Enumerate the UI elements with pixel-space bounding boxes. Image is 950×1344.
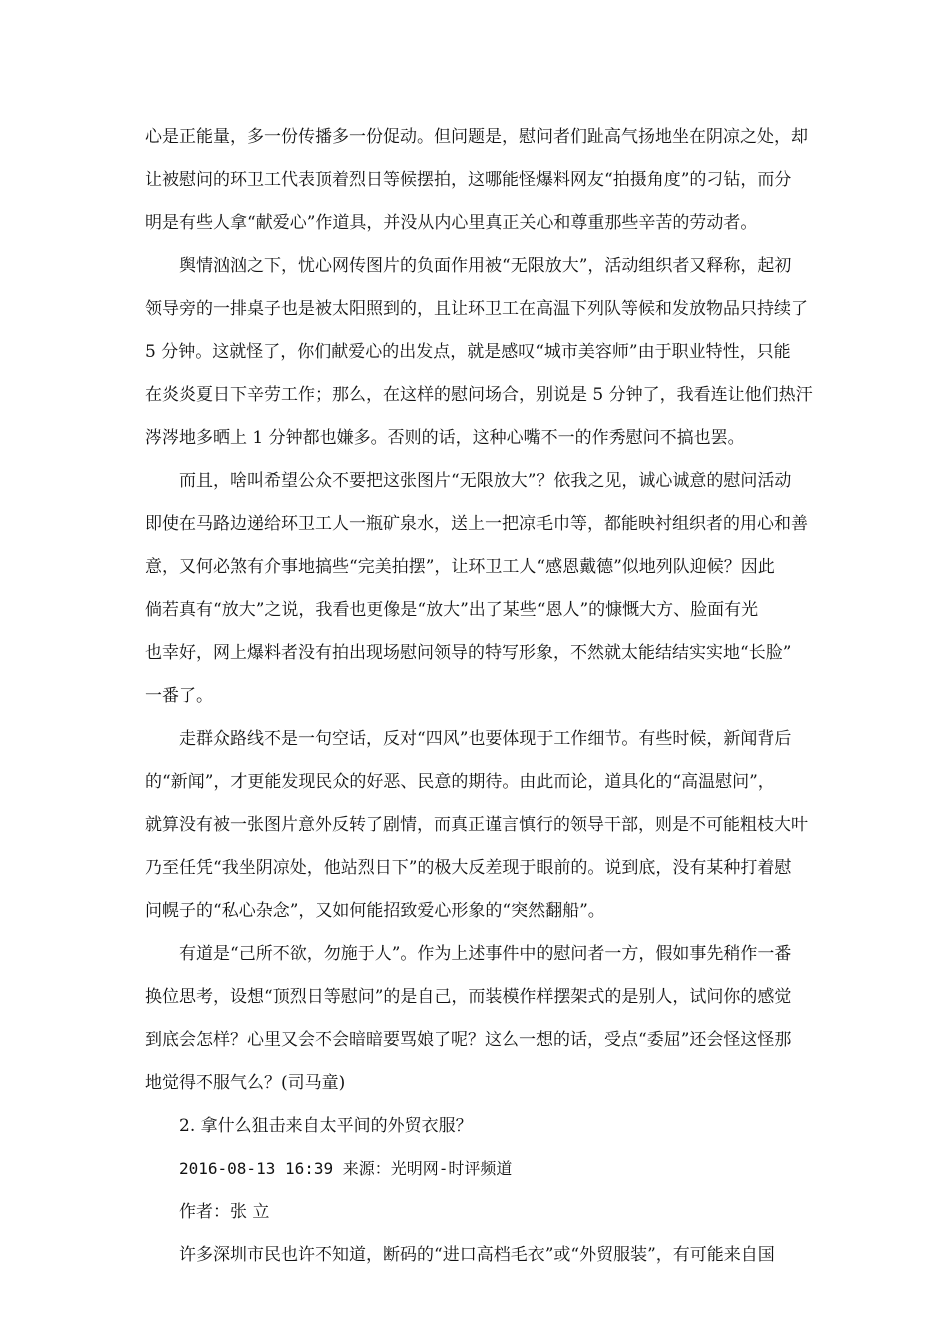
article-author: 作者：张 立 (179, 1202, 270, 1222)
text-line: 意，又何必煞有介事地搞些“完美拍摆”，让环卫工人“感恩戴德”似地列队迎候？因此 (145, 557, 775, 577)
text-line: 而且，啥叫希望公众不要把这张图片“无限放大”？依我之见，诚心诚意的慰问活动 (179, 471, 792, 491)
article-title: 2. 拿什么狙击来自太平间的外贸衣服？ (179, 1116, 473, 1136)
text-line: 乃至任凭“我坐阴凉处，他站烈日下”的极大反差现于眼前的。说到底，没有某种打着慰 (145, 858, 792, 878)
text-line: 在炎炎夏日下辛劳工作；那么，在这样的慰问场合，别说是 5 分钟了，我看连让他们热汗 (145, 385, 813, 405)
text-line: 心是正能量，多一份传播多一份促动。但问题是，慰问者们趾高气扬地坐在阴凉之处，却 (145, 127, 808, 147)
text-line: 许多深圳市民也许不知道，断码的“进口高档毛衣”或“外贸服装”，有可能来自国 (179, 1245, 775, 1265)
text-line: 让被慰问的环卫工代表顶着烈日等候摆拍，这哪能怪爆料网友“拍摄角度”的刁钻，而分 (145, 170, 792, 190)
text-line: 就算没有被一张图片意外反转了剧情，而真正谨言慎行的领导干部，则是不可能粗枝大叶 (145, 815, 808, 835)
text-line: 到底会怎样？心里又会不会暗暗要骂娘了呢？这么一想的话，受点“委屈”还会怪这怪那 (145, 1030, 792, 1050)
text-line: 问幌子的“私心杂念”，又如何能招致爱心形象的“突然翻船”。 (145, 901, 605, 921)
text-line: 走群众路线不是一句空话，反对“四风”也要体现于工作细节。有些时候，新闻背后 (179, 729, 792, 749)
text-line: 舆情汹汹之下，忧心网传图片的负面作用被“无限放大”，活动组织者又释称，起初 (179, 256, 792, 276)
text-line: 的“新闻”，才更能发现民众的好恶、民意的期待。由此而论，道具化的“高温慰问”， (145, 772, 775, 792)
text-line: 一番了。 (145, 686, 213, 706)
text-line: 明是有些人拿“献爱心”作道具，并没从内心里真正关心和尊重那些辛苦的劳动者。 (145, 213, 758, 233)
text-line: 即使在马路边递给环卫工人一瓶矿泉水，送上一把凉毛巾等，都能映衬组织者的用心和善 (145, 514, 808, 534)
text-line: 也幸好，网上爆料者没有拍出现场慰问领导的特写形象，不然就太能结结实实地“长脸” (145, 643, 792, 663)
text-line: 5 分钟。这就怪了，你们献爱心的出发点，就是感叹“城市美容师”由于职业特性，只能 (145, 342, 791, 362)
text-line: 地觉得不服气么？(司马童) (145, 1073, 346, 1093)
text-line: 领导旁的一排桌子也是被太阳照到的，且让环卫工在高温下列队等候和发放物品只持续了 (145, 299, 808, 319)
text-line: 倘若真有“放大”之说，我看也更像是“放大”出了某些“恩人”的慷慨大方、脸面有光 (145, 600, 759, 620)
text-line: 换位思考，设想“顶烈日等慰问”的是自己，而装模作样摆架式的是别人，试问你的感觉 (145, 987, 792, 1007)
article-meta: 2016-08-13 16:39 来源：光明网-时评频道 (179, 1159, 513, 1178)
text-line: 有道是“己所不欲，勿施于人”。作为上述事件中的慰问者一方，假如事先稍作一番 (179, 944, 792, 964)
text-line: 涔涔地多晒上 1 分钟都也嫌多。否则的话，这种心嘴不一的作秀慰问不搞也罢。 (145, 428, 745, 448)
